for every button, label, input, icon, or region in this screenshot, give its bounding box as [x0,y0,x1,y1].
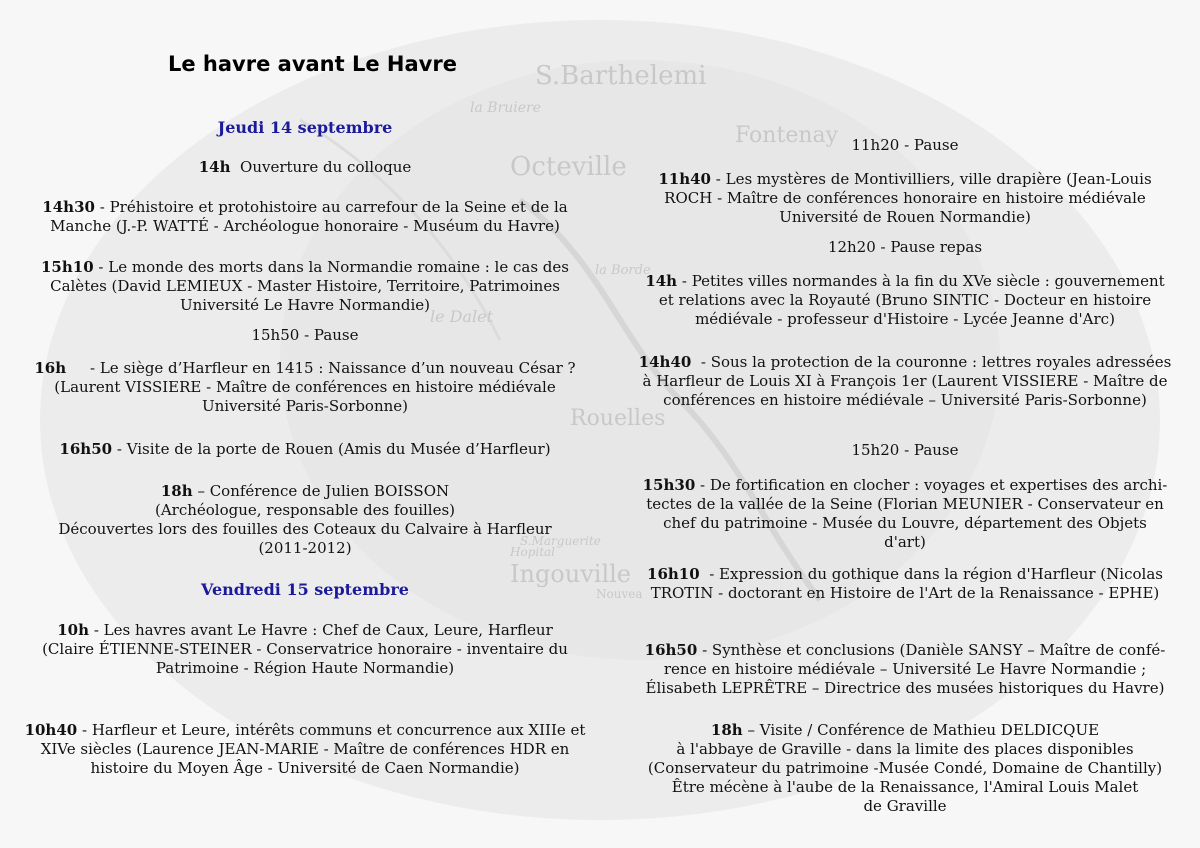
item-text: XIVe siècles (Laurence JEAN-MARIE - Maître de conférences HDR en [40,740,570,758]
item-time: 10h [57,621,90,639]
map-label: le Dalet [430,307,494,326]
item-time: 11h40 [658,170,711,188]
item-text: ROCH - Maître de conférences honoraire en histoire médiévale [664,189,1146,207]
item-text: - Expression du gothique dans la région d'Harfleur (Nicolas [709,565,1163,583]
page-title: Le havre avant Le Havre [168,52,457,76]
item-text: - Le monde des morts dans la Normandie romaine : le cas des [98,258,569,276]
program-item [620,272,1190,329]
item-text: Élisabeth LEPRÊTRE – Directrice des musées historiques du Havre) [645,679,1165,697]
item-text: (Laurent VISSIERE - Maître de conférences en histoire médiévale [54,378,556,396]
item-text: Calètes (David LEMIEUX - Master Histoire, Territoire, Patrimoines [50,277,560,295]
map-label: la Borde [595,263,651,278]
program-item [620,641,1190,698]
item-text: - Préhistoire et protohistoire au carrefour de la Seine et de la [99,198,568,216]
item-text: (Claire ÉTIENNE-STEINER - Conservatrice honoraire - inventaire du [42,640,568,658]
item-text: - Les mystères de Montivilliers, ville drapière (Jean-Louis [715,170,1152,188]
pause-label: 11h20 - Pause [851,136,959,154]
item-text: - Synthèse et conclusions (Danièle SANSY – Maître de confé- [702,641,1166,659]
program-item [620,170,1190,227]
item-time: 16h50 [59,440,113,458]
program-item [20,158,590,177]
item-text: TROTIN - doctorant en Histoire de l'Art de la Renaissance - EPHE) [650,584,1160,602]
item-text: (Archéologue, responsable des fouilles) [154,501,456,519]
map-label: Octeville [510,152,627,182]
item-text: – Visite / Conférence de Mathieu DELDICQUE [747,721,1100,739]
item-text: tectes de la vallée de la Seine (Florian MEUNIER - Conservateur en [646,495,1164,513]
item-text: Université Paris-Sorbonne) [201,397,409,415]
program-item [620,476,1190,552]
program-item [20,198,590,236]
item-text: médiévale - professeur d'Histoire - Lycée Jeanne d'Arc) [695,310,1115,328]
item-text: Université de Rouen Normandie) [779,208,1031,226]
item-text: - Harfleur et Leure, intérêts communs et concurrence aux XIIIe et [82,721,586,739]
map-label: Hopital [510,545,556,559]
program-item [20,440,590,459]
program-item [20,621,590,678]
item-text: à Harfleur de Louis XI à François 1er (Laurent VISSIERE - Maître de [642,372,1168,390]
program-item [20,482,590,558]
map-label: Nouvea [596,587,643,601]
item-text: Ouverture du colloque [240,158,412,176]
item-time: 16h [34,359,67,377]
pause-label: 12h20 - Pause repas [827,238,983,256]
map-label: la Bruiere [470,100,542,116]
item-text: Découvertes lors des fouilles des Coteaux du Calvaire à Harfleur [58,520,552,538]
item-text: et relations avec la Royauté (Bruno SINTIC - Docteur en histoire [658,291,1152,309]
item-text: - De fortification en clocher : voyages et expertises des archi- [700,476,1168,494]
item-text: conférences en histoire médiévale – Université Paris-Sorbonne) [663,391,1147,409]
item-text: de Graville [863,797,947,815]
item-text: (Conservateur du patrimoine -Musée Condé, Domaine de Chantilly) [647,759,1163,777]
item-time: 10h40 [24,721,78,739]
item-time: 18h [710,721,743,739]
item-text: rence en histoire médiévale – Université Le Havre Normandie ; [663,660,1147,678]
map-label: Ingouville [510,560,631,588]
item-text: Manche (J.-P. WATTÉ - Archéologue honoraire - Muséum du Havre) [50,217,560,235]
item-text: à l'abbaye de Graville - dans la limite des places disponibles [676,740,1134,758]
program-item [620,353,1190,410]
item-time: 14h [198,158,231,176]
item-text: – Conférence de Julien BOISSON [197,482,450,500]
left-column [20,0,590,848]
map-label: S.Barthelemi [535,61,707,91]
map-label: Fontenay [735,123,839,148]
item-text: - Les havres avant Le Havre : Chef de Caux, Leure, Harfleur [93,621,553,639]
item-text: d'art) [884,533,926,551]
program-item [20,721,590,778]
item-time: 16h10 [647,565,700,583]
pause-label: 15h50 - Pause [251,326,359,344]
item-time: 18h [160,482,193,500]
item-time: 14h40 [638,353,692,371]
item-text: (2011-2012) [258,539,352,557]
program-item [620,565,1190,603]
item-time: 15h30 [642,476,696,494]
item-text: Université Le Havre Normandie) [180,296,430,314]
item-text: - Le siège d’Harfleur en 1415 : Naissance d’un nouveau César ? [90,359,576,377]
program-item [620,721,1190,816]
map-label: Rouelles [570,406,666,431]
item-text: Patrimoine - Région Haute Normandie) [155,659,455,677]
program-item [20,258,590,315]
item-time: 16h50 [644,641,698,659]
item-time: 15h10 [40,258,94,276]
item-time: 14h30 [42,198,95,216]
item-time: 14h [645,272,678,290]
day-heading: Vendredi 15 septembre [201,580,409,599]
item-text: - Sous la protection de la couronne : lettres royales adressées [700,353,1172,371]
map-label: S.Marguerite [520,534,601,548]
item-text: Être mécène à l'aube de la Renaissance, l'Amiral Louis Malet [671,778,1139,796]
item-text: chef du patrimoine - Musée du Louvre, département des Objets [663,514,1147,532]
pause-label: 15h20 - Pause [851,441,959,459]
day-heading: Jeudi 14 septembre [217,118,393,137]
item-text: histoire du Moyen Âge - Université de Caen Normandie) [90,759,520,777]
right-column [620,0,1190,848]
program-item [20,359,590,416]
item-text: - Visite de la porte de Rouen (Amis du Musée d’Harfleur) [116,440,551,458]
item-text: - Petites villes normandes à la fin du XVe siècle : gouvernement [681,272,1165,290]
